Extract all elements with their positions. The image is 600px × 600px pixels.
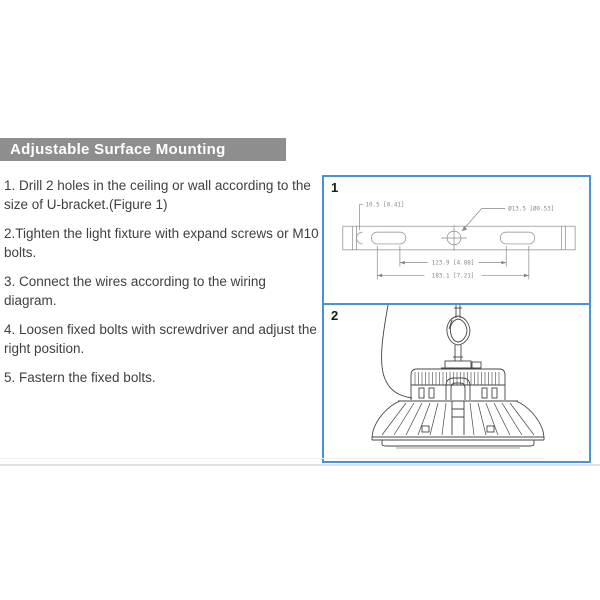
- instructions-list: [4, 176, 320, 397]
- instruction-step-3: 3. Connect the wires according to the wiring diagram.: [4, 274, 266, 308]
- u-bracket-drawing: [324, 177, 589, 303]
- figure-2-label: 2: [331, 308, 339, 323]
- instruction-step-4: 4. Loosen fixed bolts with screwdriver and adjust the right position.: [4, 322, 317, 356]
- dim-hole-diameter: Ø13.5 [Ø0.53]: [508, 206, 555, 213]
- dim-inner-span: 123.9 [4.88]: [431, 260, 475, 267]
- page-divider-faint: [0, 458, 545, 459]
- highbay-light-drawing: [324, 305, 589, 459]
- figure-1: [324, 177, 589, 305]
- instruction-step-5: 5. Fastern the fixed bolts.: [4, 370, 156, 385]
- figure-2: [324, 305, 589, 459]
- figure-1-label: 1: [331, 180, 339, 195]
- section-header: [0, 138, 286, 161]
- instruction-step-2: 2.Tighten the light fixture with expand screws or M10 bolts.: [4, 226, 319, 260]
- page-divider: [0, 464, 600, 466]
- section-title: Adjustable Surface Mounting: [10, 141, 226, 158]
- dim-outer-span: 183.1 [7.21]: [431, 273, 475, 280]
- figure-panel: [322, 175, 591, 463]
- dim-slot-width: 10.5 [0.41]: [365, 202, 405, 209]
- instruction-step-1: 1. Drill 2 holes in the ceiling or wall according to the size of U-bracket.(Figure 1): [4, 178, 311, 212]
